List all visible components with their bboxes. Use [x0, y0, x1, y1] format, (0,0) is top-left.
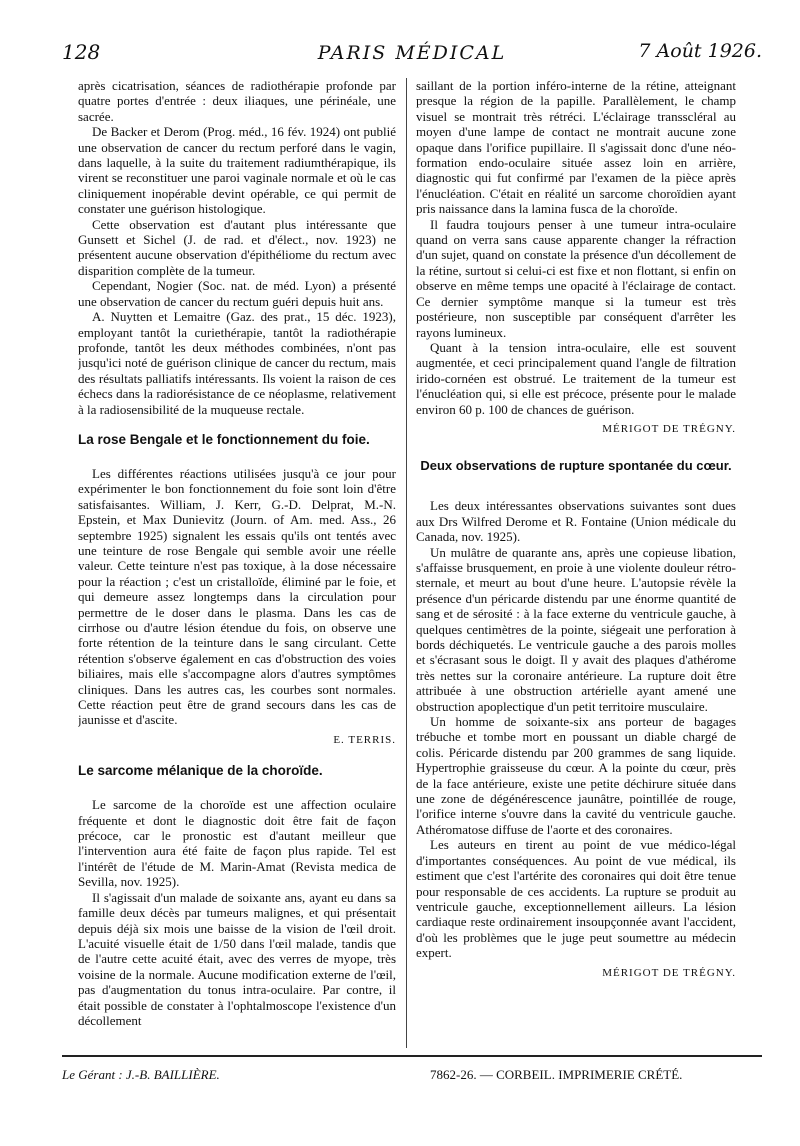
- author-signature: MÉRIGOT DE TRÉGNY.: [602, 422, 736, 435]
- paragraph: Il s'agissait d'un malade de soixante ans, ayant eu dans sa famille deux décès par tumeurs malignes, et qui présentait depuis déjà six mois une baisse de la vision de l'œil droit. L'acuité visuelle était de 1/50 dans l'œil malade, tandis que de l'autre cette acuité était, avec des verres de myope, très voisine de la normale. Aucune modification externe de l'œil, pas d'augmentation du tonus intra-oculaire. Par contre, il était possible de constater à l'ophtalmoscope l'existence d'un décollement: [78, 889, 396, 1028]
- paragraph: après cicatrisation, séances de radiothérapie profonde par quatre portes d'entrée : deux iliaques, une périnéale, une sacrée.: [78, 78, 396, 124]
- paragraph: Cette observation est d'autant plus intéressante que Gunsett et Sichel (J. de rad. et d'élect., nov. 1923) ne présentent aucune observation d'épithéliome du rectum avec disparition complète de la tumeur.: [78, 216, 396, 278]
- paragraph: Un homme de soixante-six ans porteur de bagages trébuche et tombe mort en poussant un diable chargé de colis. Péricarde distendu par 200 grammes de sang liquide. Hypertrophie graisseuse du cœur. A la pointe du cœur, près de la face antérieure, existe une petite déchirure située dans une zone de dégénérescence jaunâtre, pointillée de rouge, l'orifice interne s'ouvre dans la cavité du ventricule gauche. Athéromatose diffuse de l'aorte et des coronaires.: [416, 714, 736, 837]
- paragraph: Quant à la tension intra-oculaire, elle est souvent augmentée, et ceci principalement quand l'angle de filtration irido-cornéen est obstrué. Le traitement de la tumeur est l'énucléation qui, si elle est précoce, présente pour le malade environ 60 p. 100 de chances de guérison.: [416, 339, 736, 417]
- author-signature: MÉRIGOT DE TRÉGNY.: [602, 966, 736, 979]
- paragraph: Les auteurs en tirent au point de vue médico-légal d'importantes conséquences. Au point de vue médical, ils estiment que c'est l'artérite des coronaires qui doit être tenue pour responsable de ces accidents. La rupture se produit au ventricule gauche, exceptionnellement ailleurs. La lésion cardiaque reste ordinairement insoupçonnée avant l'accident, d'où les problèmes que le juge peut soumettre au médecin expert.: [416, 837, 736, 961]
- paragraph: Les deux intéressantes observations suivantes sont dues aux Drs Wilfred Derome et R. Fontaine (Union médicale du Canada, nov. 1925).: [416, 498, 736, 545]
- publisher-manager: Le Gérant : J.-B. BAILLIÈRE.: [62, 1067, 220, 1082]
- paragraph: De Backer et Derom (Prog. méd., 16 fév. 1924) ont publié une observation de cancer du rectum perforé dans le vagin, dans laquelle, à la suite du traitement radiumthérapique, ils virent se reconstituer une paroi vaginale normale et où le cas cliniquement inopérable devint opérable, ce qui permit de constater une guérison histologique.: [78, 124, 396, 217]
- author-signature: E. TERRIS.: [333, 733, 396, 746]
- paragraph: Un mulâtre de quarante ans, après une copieuse libation, s'affaisse brusquement, en proie à une violente douleur rétro-sternale, et meurt au bout d'une heure. L'autopsie révèle la présence d'un péricarde distendu par une énorme quantité de sang et de sérosité : à la face externe du ventricule gauche, à quelques centimètres de la pointe, siégeait une perforation à bords déchiquetés. Le ventricule gauche a des parois molles et s'écrasant sous le doigt. Il y avait des plaques d'athérome très nettes sur la coronaire antérieure. La rupture doit être attribuée à une obstruction artérielle ayant amené une obstruction apoplectique d'un petit territoire musculaire.: [416, 544, 736, 714]
- paragraph: Le sarcome de la choroïde est une affection oculaire fréquente et dont le diagnostic doit être fait de façon précoce, car le pronostic est d'autant meilleur que l'intervention aura été faite de façon plus rapide. Tel est l'intérêt de l'étude de M. Marin-Amat (Revista medica de Sevilla, nov. 1925).: [78, 797, 396, 890]
- journal-title: PARIS MÉDICAL: [317, 42, 507, 64]
- paragraph: saillant de la portion inféro-interne de la rétine, atteignant presque la région de la papille. Parallèlement, le champ visuel se montrait très rétréci. L'éclairage transscléral au moyen d'une lampe de contact ne montrait aucune zone opaque dans l'orifice pupillaire. Il s'agissait donc d'une néo-formation endo-oculaire située assez loin en arrière, diagnostic qui fut confirmé par l'examen de la pièce après l'énucléation. C'était en réalité un sarcome choroïdien ayant pris naissance dans la lamina fusca de la choroïde.: [416, 78, 736, 217]
- printer-imprint: 7862-26. — CORBEIL. IMPRIMERIE CRÉTÉ.: [430, 1067, 683, 1082]
- paragraph: A. Nuytten et Lemaitre (Gaz. des prat., 15 déc. 1923), employant tantôt la curiethérapie, tantôt la radiothérapie profonde, tantôt les deux méthodes combinées, n'ont pas jusqu'ici noté de guérison clinique de cancer du rectum, mais des résultats palliatifs intéressants. Ils voient la raison de ces échecs dans la radiorésistance de ce néoplasme, relativement à la radiosensibilité de la muqueuse rectale.: [78, 309, 396, 417]
- column-divider: [406, 78, 407, 1048]
- left-column: [78, 78, 396, 1055]
- paragraph: Il faudra toujours penser à une tumeur intra-oculaire quand on verra sans cause apparente changer la réfraction d'un sujet, quand on constate la présence d'un décollement de la rétine, surtout si celui-ci est fixe et non flottant, si enfin on observe en même temps une opacité à l'éclairage de contact. Ce dernier symptôme manque si la tumeur est très postérieure, non susceptible par conséquent d'arrêter les rayons lumineux.: [416, 216, 736, 340]
- right-column: [416, 78, 736, 1053]
- paragraph: Les différentes réactions utilisées jusqu'à ce jour pour expérimenter le bon fonctionnement du foie sont loin d'être satisfaisantes. William, J. Kerr, G.-D. Delprat, M.-N. Epstein, et Max Dunievitz (Journ. of Am. med. Ass., 26 septembre 1925) signalent les essais qu'ils ont tentés avec une teinture de rose Bengale qui semble avoir une réelle valeur. Cette teinture n'est pas toxique, à la dose nécessaire pour la réaction ; c'est un cristalloïde, éliminé par le foie, et qui demeure assez longtemps dans la circulation pour permettre de le doser dans le plasma. Dans les cas de cirrhose ou d'autre lésion étendue du fois, on observe une forte rétention de la teinture dans le sang circulant. Cette rétention s'observe également en cas d'obstruction des voies biliaires, mais elle s'accompagne alors d'autres symptômes cliniques. Dans les autres cas, les courbes sont normales. Cette réaction peut être de grand secours dans les cas de jaunisse et d'ascite.: [78, 465, 396, 728]
- issue-date: 7 Août 1926.: [638, 40, 762, 62]
- page-number: 128: [62, 40, 101, 64]
- section-heading-rupture: Deux observations de rupture spontanée du cœur.: [420, 458, 732, 474]
- footer-rule: [62, 1055, 762, 1057]
- section-heading-rose-bengale: La rose Bengale et le fonctionnement du foie.: [78, 431, 370, 447]
- paragraph: Cependant, Nogier (Soc. nat. de méd. Lyon) a présenté une observation de cancer du rectum guéri depuis huit ans.: [78, 278, 396, 309]
- page-footer: [62, 1067, 762, 1087]
- page-header: [62, 40, 762, 70]
- section-heading-sarcome: Le sarcome mélanique de la choroïde.: [78, 763, 323, 779]
